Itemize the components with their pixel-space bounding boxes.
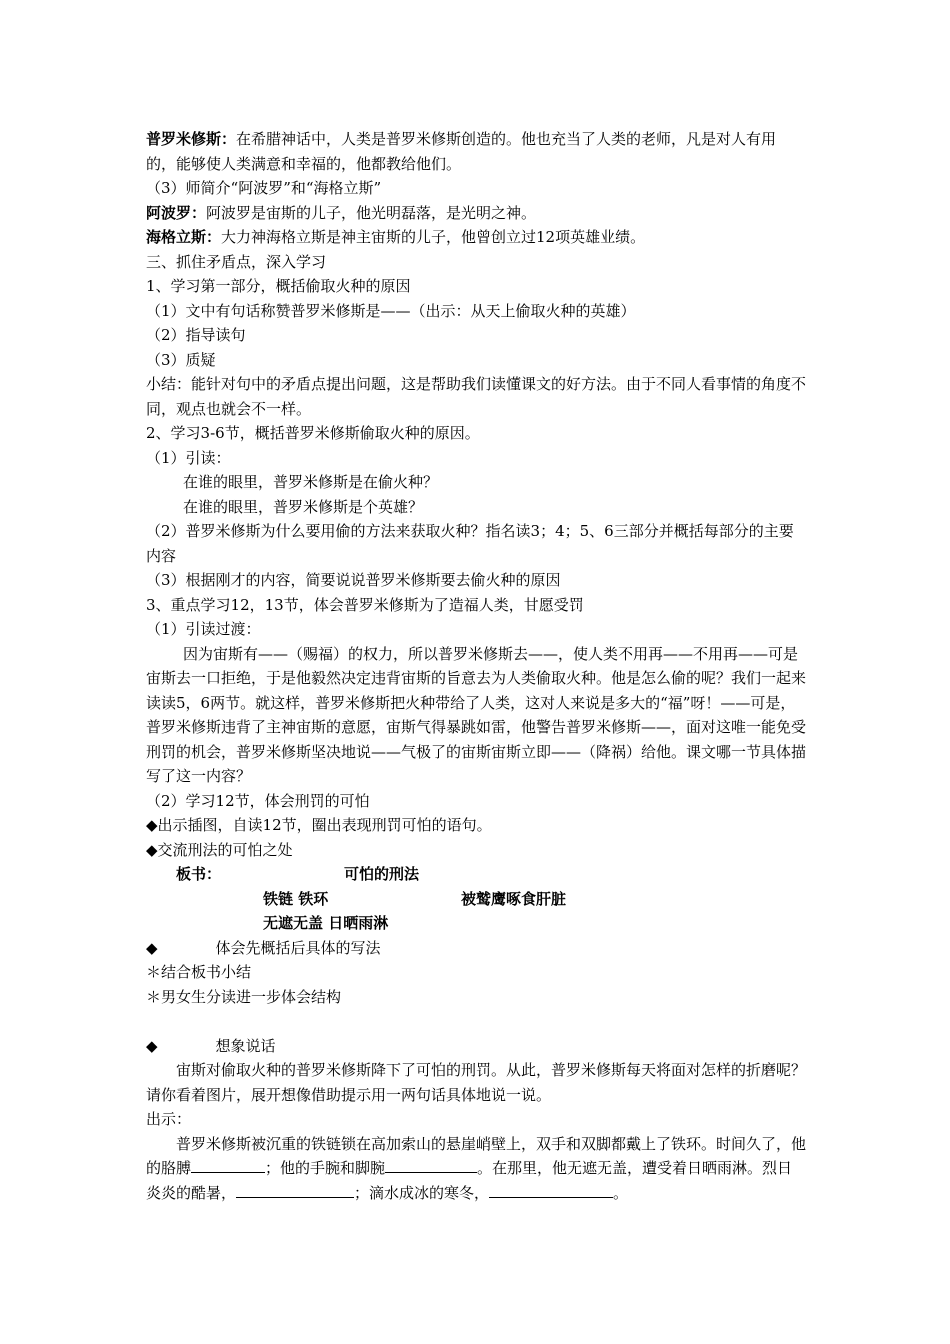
bullet-diamond-icon: ◆	[146, 1036, 158, 1055]
board-row3	[146, 911, 806, 936]
document-body	[146, 127, 806, 1205]
blank-wrist[interactable]	[385, 1156, 477, 1173]
term-prometheus: 普罗米修斯：	[146, 130, 237, 148]
part3-bullet2: ◆交流刑法的可怕之处	[146, 840, 293, 859]
part3-item1: （1）引读过渡：	[146, 620, 261, 638]
part3-fill-in	[146, 1132, 806, 1206]
part2-question2: 在谁的眼里，普罗米修斯是个英雄？	[183, 497, 424, 516]
part3-transition: 因为宙斯有——（赐福）的权力，所以普罗米修斯去——，使人类不用再——不用再——可是宙斯去一口拒绝，于是他毅然决定违背宙斯的旨意去为人类偷取火种。他是怎么偷的呢？我们一起来读读5，6两节。就这样，普罗米修斯把火种带给了人类，这对人来说是多大的“福”呀！——可是，普罗米修斯违背了主神宙斯的意愿，宙斯气得暴跳如雷，他警告普罗米修斯——，面对这唯一能免受刑罚的机会，普罗米修斯坚决地说——气极了的宙斯宙斯立即——（降祸）给他。课文哪一节具体描写了这一内容？	[146, 644, 807, 785]
fill-s3: 。在那里，他无遮无盖，遭受着日晒雨淋。烈日炎炎的酷暑，	[146, 1159, 793, 1202]
board-title: 可怕的刑法	[344, 865, 420, 883]
bullet3-text: 体会先概括后具体的写法	[215, 938, 381, 957]
part2-item3: （3）根据刚才的内容，简要说说普罗米修斯要去偷火种的原因	[146, 571, 561, 589]
part2-heading: 2、学习3-6节，概括普罗米修斯偷取火种的原因。	[146, 424, 480, 442]
fill-s1: 普罗米修斯被沉重的铁链锁在高加索山的悬崖峭壁上，双手和双脚都戴上了铁环。时间久了，他的胳膊	[146, 1134, 807, 1177]
part3-bullet4	[146, 1034, 806, 1059]
intro-prometheus	[146, 127, 806, 176]
blank-line	[146, 1009, 806, 1034]
intro-apollo	[146, 201, 806, 226]
term-hercules: 海格立斯：	[146, 228, 222, 246]
part3-bullet3	[146, 936, 806, 961]
part2-item1: （1）引读：	[146, 448, 231, 467]
bullet4-text: 想象说话	[215, 1036, 276, 1055]
term-apollo: 阿波罗：	[146, 203, 207, 222]
part3-show-label: 出示：	[146, 1110, 192, 1128]
section3-heading: 三、抓住矛盾点，深入学习	[146, 252, 327, 271]
blank-summer[interactable]	[236, 1181, 354, 1198]
part1-heading: 1、学习第一部分，概括偷取火种的原因	[146, 277, 411, 295]
part3-item2: （2）学习12节，体会刑罚的可怕	[146, 791, 370, 810]
part1-item2: （2）指导读句	[146, 326, 246, 344]
blank-arm[interactable]	[191, 1156, 265, 1173]
part1-summary: 小结：能针对句中的矛盾点提出问题，这是帮助我们读懂课文的好方法。由于不同人看事情的角度不同，观点也就会不一样。	[146, 375, 807, 418]
part2-item2: （2）普罗米修斯为什么要用偷的方法来获取火种？指名读3；4；5、6三部分并概括每部分的主要内容	[146, 522, 794, 565]
part3-star2: ＊男女生分读进一步体会结构	[146, 987, 342, 1006]
board-row1	[146, 862, 806, 887]
intro-hercules	[146, 225, 806, 250]
board-row2	[146, 887, 806, 912]
part3-imagine: 宙斯对偷取火种的普罗米修斯降下了可怕的刑罚。从此，普罗米修斯每天将面对怎样的折磨呢？请你看着图片，展开想像借助提示用一两句话具体地说一说。	[146, 1061, 807, 1104]
part3-heading: 3、重点学习12，13节，体会普罗米修斯为了造福人类，甘愿受罚	[146, 595, 584, 614]
part2-question1: 在谁的眼里，普罗米修斯是在偷火种？	[183, 473, 439, 491]
board-left1: 铁链 铁环	[263, 889, 329, 908]
board-right1: 被鹫鹰啄食肝脏	[461, 889, 567, 908]
board-left2: 无遮无盖 日晒雨淋	[263, 914, 389, 932]
text-apollo: 阿波罗是宙斯的儿子，他光明磊落，是光明之神。	[206, 203, 537, 222]
part3-star1: ＊结合板书小结	[146, 963, 252, 981]
fill-s4: ；滴水成冰的寒冬，	[354, 1183, 490, 1202]
blank-winter[interactable]	[489, 1181, 613, 1198]
bullet-diamond-icon: ◆	[146, 938, 158, 957]
text-hercules: 大力神海格立斯是神主宙斯的儿子，他曾创立过12项英雄业绩。	[221, 228, 646, 246]
fill-s5: 。	[613, 1183, 629, 1202]
fill-s2: ；他的手腕和脚腕	[265, 1159, 386, 1177]
part1-item1: （1）文中有句话称赞普罗米修斯是——（出示：从天上偷取火种的英雄）	[146, 301, 636, 320]
text-prometheus: 在希腊神话中，人类是普罗米修斯创造的。他也充当了人类的老师，凡是对人有用的，能够使人类满意和幸福的，他都教给他们。	[146, 130, 777, 173]
board-label: 板书：	[176, 865, 222, 883]
intro-teacher-note: （3）师简介“阿波罗”和“海格立斯”	[146, 179, 382, 197]
part1-item3: （3）质疑	[146, 350, 216, 369]
part3-bullet1: ◆出示插图，自读12节，圈出表现刑罚可怕的语句。	[146, 816, 492, 834]
